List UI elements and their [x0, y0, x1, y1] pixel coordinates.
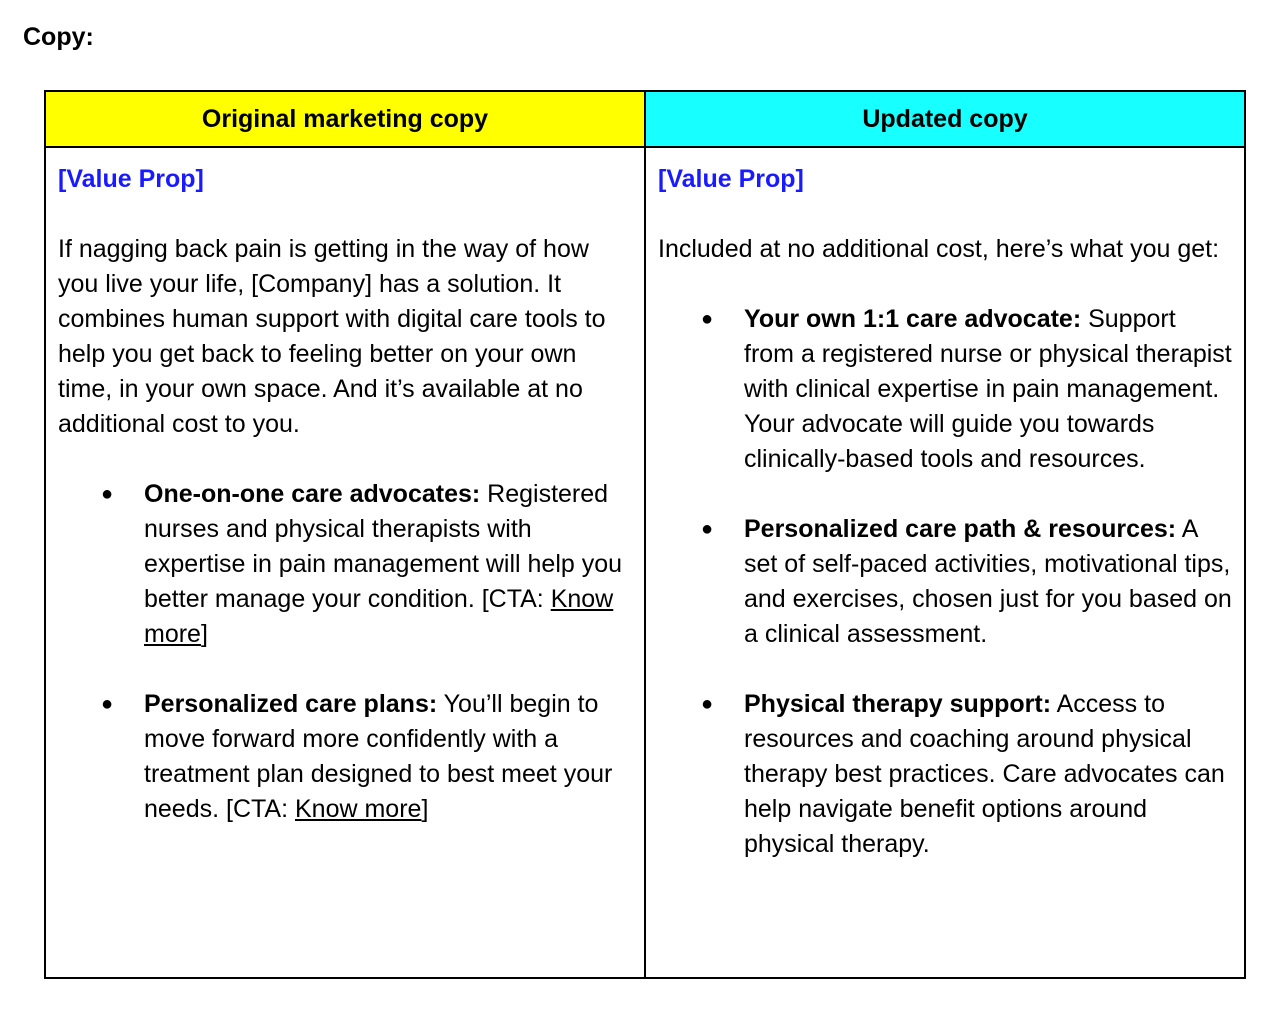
- original-copy-cell[interactable]: [45, 147, 645, 978]
- feature-text: A set of self-paced activities, motivational tips, and exercises, chosen just for you based on a clinical assessment.: [744, 515, 1232, 648]
- bullet-icon: ●: [101, 483, 114, 505]
- feature-title: Your own 1:1 care advocate:: [744, 305, 1082, 333]
- cta-bracket: ]: [421, 795, 429, 823]
- list-item: [101, 477, 632, 652]
- page-heading: Copy:: [23, 23, 94, 51]
- original-copy-header: Original marketing copy: [45, 91, 645, 147]
- bullet-icon: ●: [701, 693, 714, 715]
- list-item: [701, 687, 1232, 862]
- updated-copy-header: Updated copy: [645, 91, 1245, 147]
- bullet-icon: ●: [701, 518, 714, 540]
- feature-title: One-on-one care advocates:: [144, 480, 481, 508]
- original-intro-paragraph: If nagging back pain is getting in the way of how you live your life, [Company] has a solution. It combines human support with digital care tools to help you get back to feeling better on your own time, in your own space. And it’s available at no additional cost to you.: [58, 235, 606, 438]
- know-more-link[interactable]: Know more: [144, 585, 614, 648]
- updated-copy-cell[interactable]: [645, 147, 1245, 978]
- feature-text: Support from a registered nurse or physical therapist with clinical expertise in pain management. Your advocate will guide you towards clinically-based tools and resources.: [744, 305, 1232, 473]
- original-feature-list: [58, 477, 632, 827]
- list-item: [701, 512, 1232, 652]
- feature-text: Registered nurses and physical therapists with expertise in pain management will help you better manage your condition. [CTA:: [144, 480, 623, 613]
- table-body-row: [45, 147, 1245, 978]
- bullet-icon: ●: [101, 693, 114, 715]
- list-item: [701, 302, 1232, 477]
- feature-title: Personalized care plans:: [144, 690, 438, 718]
- know-more-link[interactable]: Know more: [295, 795, 422, 823]
- cta-bracket: ]: [200, 620, 208, 648]
- list-item: [101, 687, 632, 827]
- feature-text: Access to resources and coaching around physical therapy best practices. Care advocates can help navigate benefit options around physical therapy.: [744, 690, 1225, 858]
- value-prop-label: [Value Prop]: [58, 165, 204, 193]
- updated-intro-paragraph: Included at no additional cost, here’s what you get:: [658, 235, 1220, 263]
- feature-title: Personalized care path & resources:: [744, 515, 1177, 543]
- feature-text: You’ll begin to move forward more confidently with a treatment plan designed to best meet your needs. [CTA:: [144, 690, 613, 823]
- updated-feature-list: [658, 302, 1232, 862]
- value-prop-label: [Value Prop]: [658, 165, 804, 193]
- copy-comparison-table: [44, 90, 1246, 979]
- table-header-row: [45, 91, 1245, 147]
- bullet-icon: ●: [701, 308, 714, 330]
- feature-title: Physical therapy support:: [744, 690, 1052, 718]
